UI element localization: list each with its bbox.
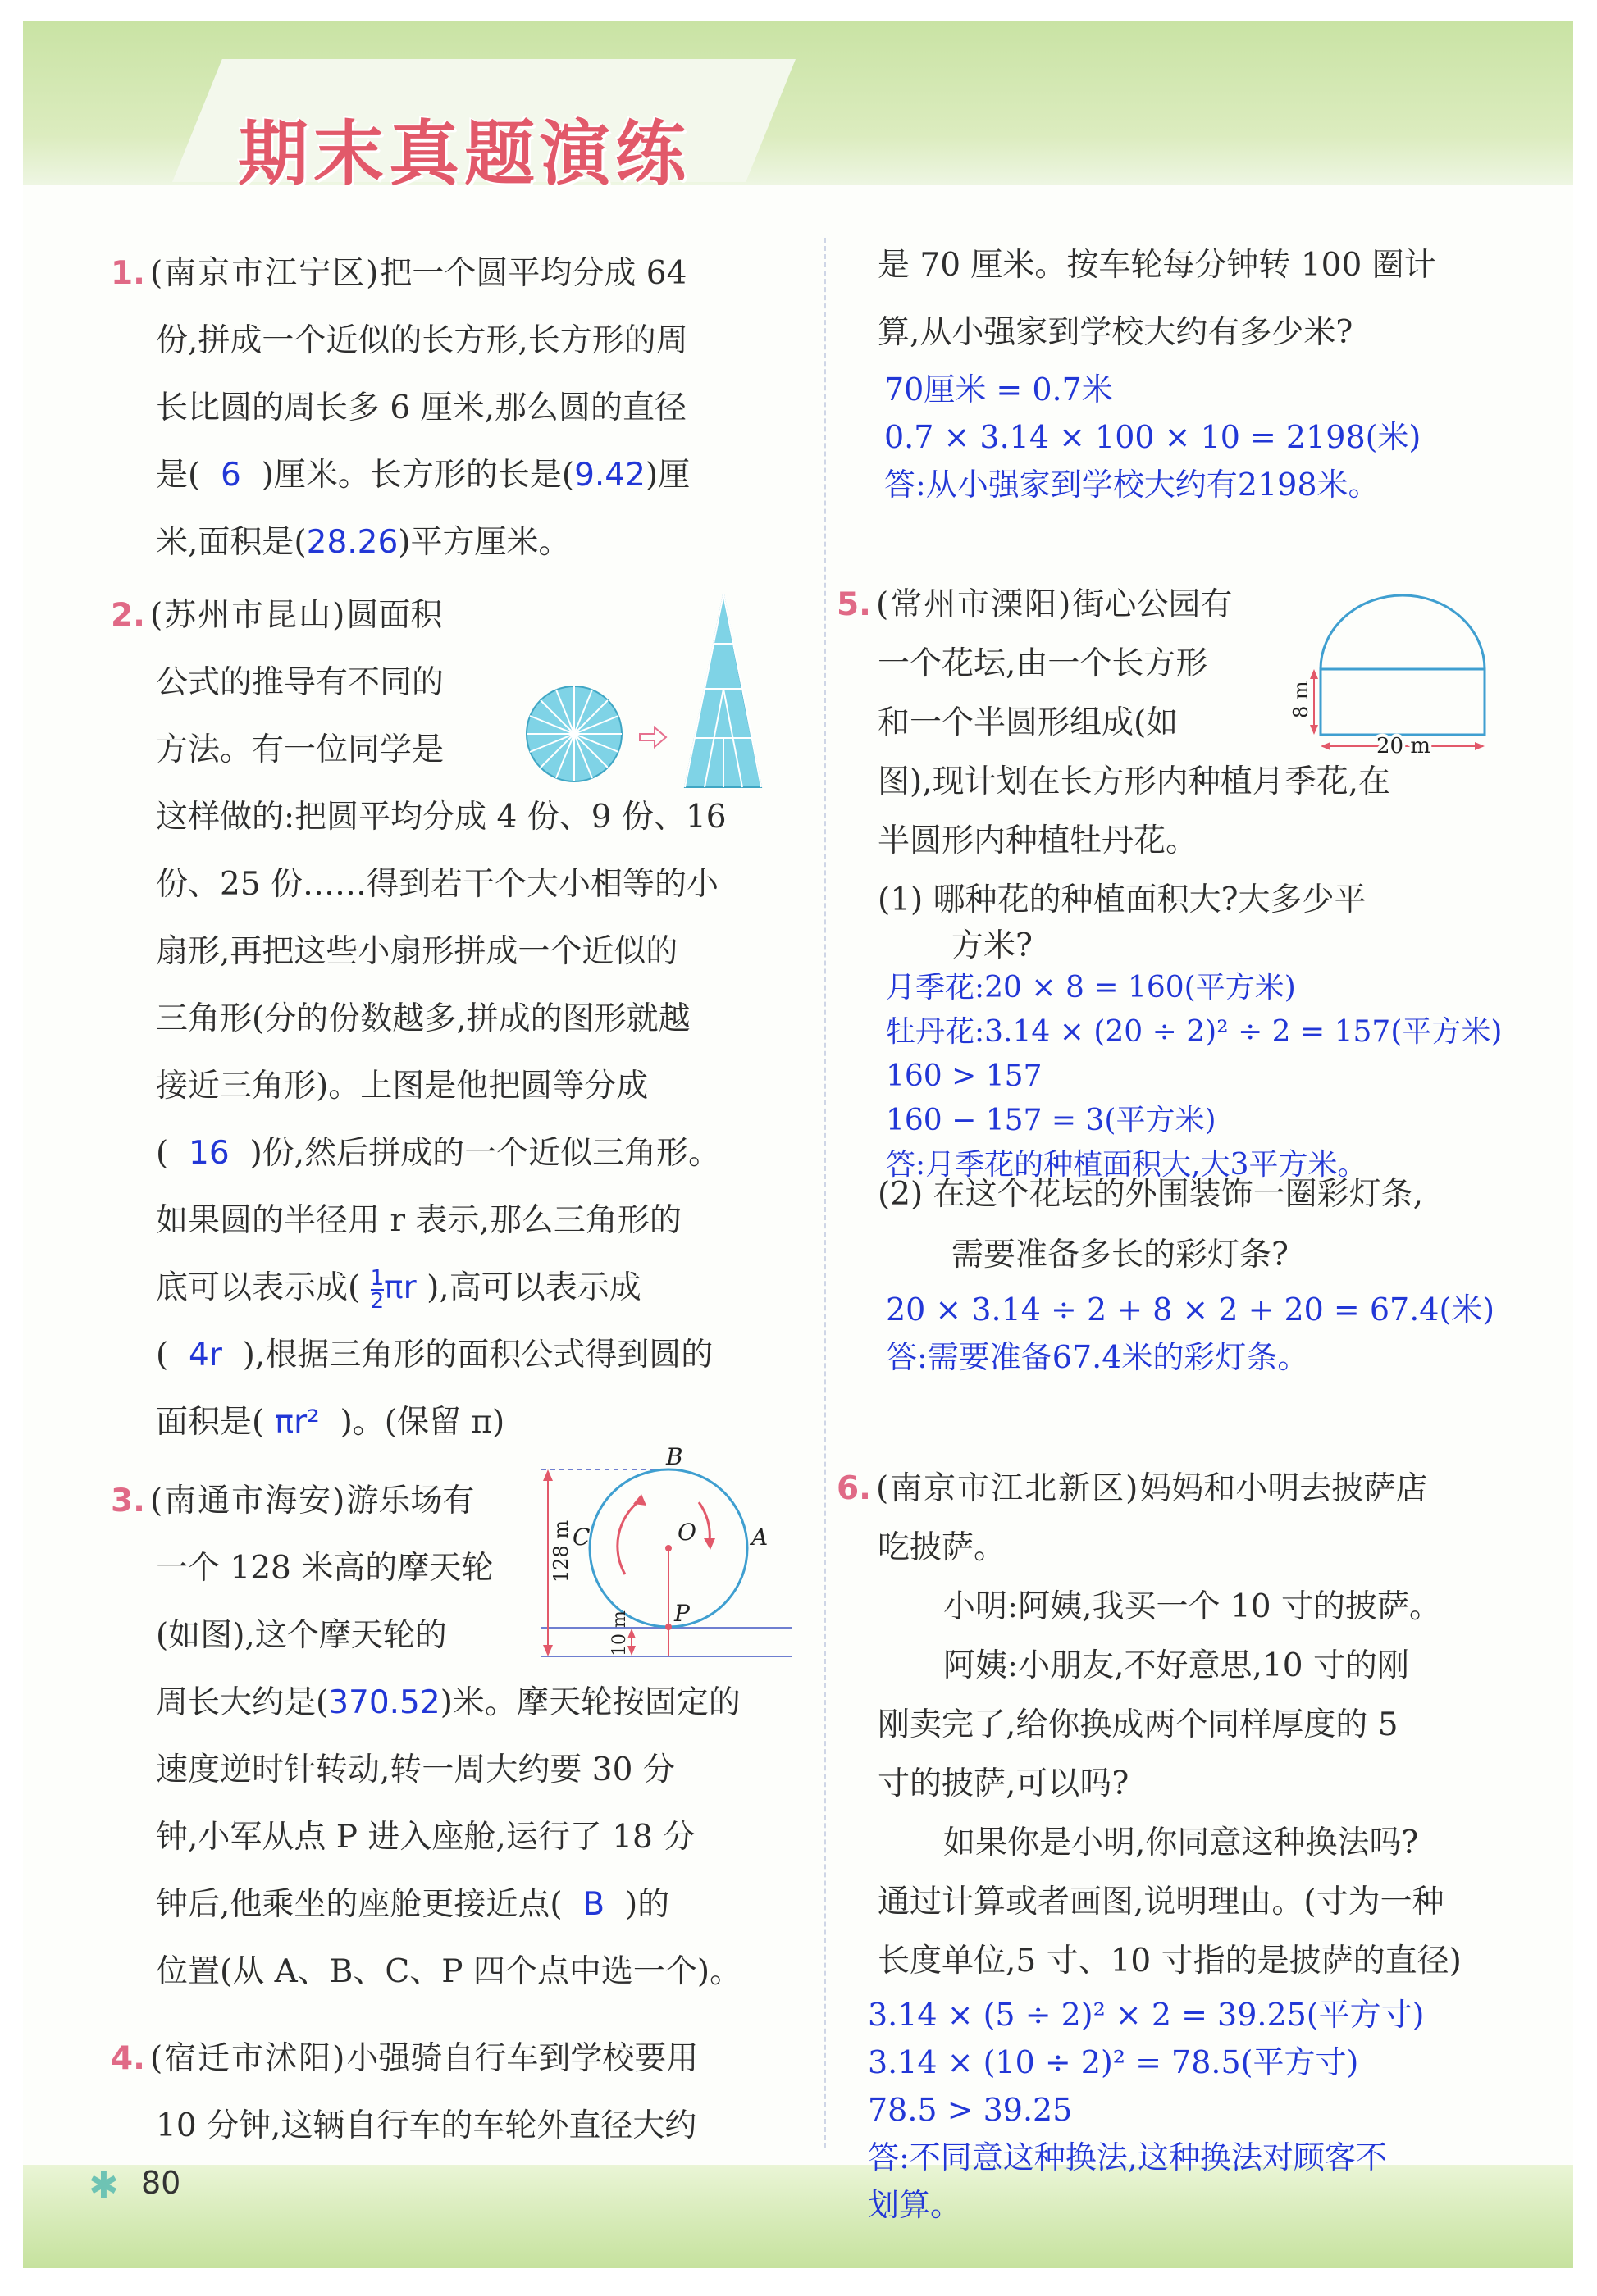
q5-solution-5: 答:月季花的种植面积大,大3平方米。: [886, 1148, 1367, 1182]
q2-line-3: 方法。有一位同学是: [156, 731, 445, 768]
q2-answer-2-denominator: 2: [370, 1288, 385, 1314]
q2-answer-2: [370, 1265, 417, 1314]
page-number: 80: [141, 2165, 181, 2201]
q3-ferris-wheel-figure: [525, 1443, 796, 1665]
q1-line-5: [111, 509, 783, 576]
q5-solution-1: 月季花:20 × 8 = 160(平方米): [886, 971, 1296, 1004]
q5-solution-part-2: [886, 1286, 1494, 1381]
question-6: [837, 1460, 1542, 1991]
q4-text-1: 小强骑自行车到学校要用: [346, 2040, 699, 2077]
q6-line-6: 寸的披萨,可以吗?: [878, 1765, 1129, 1802]
q2-answer-1: 16: [189, 1135, 230, 1172]
q3-label-a: A: [751, 1524, 769, 1551]
q4-solution-1: 70厘米 = 0.7米: [884, 371, 1113, 408]
q1-number: 1.: [111, 255, 145, 292]
q5-solution-part-1: [886, 966, 1502, 1187]
q1-line-3: 长比圆的周长多 6 厘米,那么圆的直径: [156, 390, 687, 426]
page-title: 期末真题演练: [238, 113, 691, 195]
q3-line-6: 钟,小军从点 P 进入座舱,运行了 18 分: [156, 1819, 696, 1856]
q1-text-4c: )厘: [645, 457, 691, 494]
q2-text-13b: )。(保留 π): [340, 1404, 505, 1441]
q6-solution-1: 3.14 × (5 ÷ 2)² × 2 = 39.25(平方寸): [868, 1997, 1425, 2033]
q5-label-8m: 8 m: [1289, 681, 1312, 718]
q1-line-4: [111, 442, 783, 509]
q5-part-2-line-1: (2) 在这个花坛的外围装饰一圈彩灯条,: [878, 1176, 1424, 1213]
q2-source: (苏州市昆山): [149, 597, 347, 634]
q3-answer-2: B: [582, 1886, 605, 1923]
q5-number: 5.: [837, 586, 871, 623]
q1-text-4a: 是(: [156, 457, 201, 494]
question-1: [111, 240, 783, 576]
q6-line-9: 长度单位,5 寸、10 寸指的是披萨的直径): [878, 1943, 1462, 1979]
q3-text-1: 游乐场有: [346, 1483, 475, 1519]
q3-label-10m: 10 m: [609, 1610, 630, 1656]
q3-line-4: [111, 1670, 783, 1737]
arrow-icon: [640, 727, 666, 747]
q6-text-1: 妈妈和小明去披萨店: [1139, 1470, 1428, 1507]
q5-part-2-line-2: 需要准备多长的彩灯条?: [951, 1237, 1289, 1273]
q3-text-7a: 钟后,他乘坐的座舱更接近点(: [156, 1886, 563, 1923]
q5-solution-3: 160 > 157: [886, 1059, 1043, 1093]
q2-line-6: 扇形,再把这些小扇形拼成一个近似的: [156, 933, 678, 970]
question-4: [111, 2025, 783, 2160]
q3-label-o: O: [678, 1519, 696, 1546]
q6-solution-3: 78.5 > 39.25: [868, 2092, 1073, 2128]
q6-line-3: 小明:阿姨,我买一个 10 寸的披萨。: [943, 1588, 1441, 1625]
q3-text-4a: 周长大约是(: [156, 1684, 329, 1721]
q4-line-2: 10 分钟,这辆自行车的车轮外直径大约: [156, 2107, 697, 2144]
q6-line-5: 刚卖完了,给你换成两个同样厚度的 5: [878, 1706, 1399, 1743]
q3-number: 3.: [111, 1483, 145, 1519]
q1-text-5a: 米,面积是(: [156, 524, 307, 561]
q5-line-2: 一个花坛,由一个长方形: [878, 645, 1208, 682]
q1-answer-3: 28.26: [306, 524, 399, 561]
q6-line-1: [837, 1460, 1542, 1519]
q1-line-2: 份,拼成一个近似的长方形,长方形的周: [156, 322, 688, 359]
q5-solution-6: 20 × 3.14 ÷ 2 + 8 × 2 + 20 = 67.4(米): [886, 1292, 1495, 1328]
q4-solution: [884, 366, 1421, 508]
q3-label-b: B: [666, 1443, 683, 1470]
q2-line-9: [111, 1120, 783, 1187]
q2-line-7: 三角形(分的份数越多,拼成的图形就越: [156, 1000, 691, 1037]
q2-line-4: 这样做的:把圆平均分成 4 份、9 份、16: [156, 799, 727, 836]
q4-line-3: 是 70 厘米。按车轮每分钟转 100 圈计: [878, 247, 1436, 284]
question-5-part-2: [878, 1164, 1550, 1286]
q3-text-7b: )的: [624, 1886, 670, 1923]
q5-part-1-line-1: (1) 哪种花的种植面积大?大多少平: [878, 882, 1367, 918]
q6-line-2: 吃披萨。: [878, 1529, 1006, 1566]
q3-text-4b: )米。摩天轮按固定的: [440, 1684, 741, 1721]
q3-line-8: 位置(从 A、B、C、P 四个点中选一个)。: [156, 1953, 742, 1990]
q2-text-1: 圆面积: [346, 597, 443, 634]
sector-circle: [527, 686, 622, 781]
q4-line-4: 算,从小强家到学校大约有多少米?: [878, 314, 1353, 351]
q6-source: (南京市江北新区): [875, 1470, 1140, 1507]
q2-answer-4: πr²: [274, 1404, 320, 1441]
q4-line-1: [111, 2025, 783, 2093]
q6-line-4: 阿姨:小朋友,不好意思,10 寸的刚: [943, 1647, 1409, 1684]
triangle-figure: [685, 594, 761, 787]
q3-line-5: 速度逆时针转动,转一周大约要 30 分: [156, 1752, 675, 1788]
q1-text-5b: )平方厘米。: [398, 524, 571, 561]
q6-number: 6.: [837, 1470, 871, 1507]
q6-solution: [868, 1991, 1424, 2229]
q4-solution-3: 答:从小强家到学校大约有2198米。: [884, 467, 1380, 503]
q6-line-7: 如果你是小明,你同意这种换法吗?: [943, 1824, 1419, 1861]
q6-line-8: 通过计算或者画图,说明理由。(寸为一种: [878, 1884, 1444, 1920]
q1-answer-1: 6: [221, 457, 241, 494]
q2-text-12b: ),根据三角形的面积公式得到圆的: [242, 1337, 714, 1374]
q5-part-1-line-2: 方米?: [951, 927, 1033, 964]
q2-line-11: [111, 1255, 783, 1322]
q2-text-12a: (: [156, 1337, 169, 1374]
q3-line-2: 一个 128 米高的摩天轮: [156, 1550, 494, 1587]
q5-text-1: 街心公园有: [1072, 586, 1233, 623]
q1-text-1: 把一个圆平均分成 64: [380, 255, 687, 292]
q5-label-20m: 20 m: [1376, 734, 1431, 758]
q3-label-c: C: [573, 1524, 591, 1551]
q5-line-4: 图),现计划在长方形内种植月季花,在: [878, 763, 1391, 800]
q2-line-2: 公式的推导有不同的: [156, 664, 445, 701]
q4-solution-2: 0.7 × 3.14 × 100 × 10 = 2198(米): [884, 419, 1421, 455]
q4-number: 4.: [111, 2040, 145, 2077]
q3-label-128m: 128 m: [550, 1519, 573, 1583]
q2-text-13a: 面积是(: [156, 1404, 265, 1441]
q2-text-9b: )份,然后拼成的一个近似三角形。: [249, 1135, 721, 1172]
q3-answer-1: 370.52: [328, 1684, 440, 1721]
q5-solution-2: 牡丹花:3.14 × (20 ÷ 2)² ÷ 2 = 157(平方米): [886, 1015, 1503, 1049]
q6-solution-4: 答:不同意这种换法,这种换法对顾客不: [868, 2139, 1387, 2175]
q5-source: (常州市溧阳): [875, 586, 1073, 623]
q5-line-5: 半圆形内种植牡丹花。: [878, 822, 1198, 859]
q2-line-8: 接近三角形)。上图是他把圆等分成: [156, 1068, 649, 1105]
column-divider: [824, 238, 826, 2148]
q5-solution-4: 160 − 157 = 3(平方米): [886, 1104, 1216, 1137]
q2-text-9a: (: [156, 1135, 169, 1172]
q3-source: (南通市海安): [149, 1483, 347, 1519]
q2-number: 2.: [111, 597, 145, 634]
q5-flowerbed-figure: [1280, 589, 1509, 769]
q6-solution-2: 3.14 × (10 ÷ 2)² = 78.5(平方寸): [868, 2044, 1359, 2080]
q2-answer-2-numerator: 1: [370, 1265, 385, 1291]
q2-figure: [517, 590, 787, 795]
q2-line-5: 份、25 份……得到若干个大小相等的小: [156, 866, 719, 903]
q3-line-3: (如图),这个摩天轮的: [156, 1617, 447, 1654]
q3-line-7: [111, 1871, 783, 1938]
q2-answer-3: 4r: [189, 1337, 222, 1374]
q1-text-4b: )厘米。长方形的长是(: [261, 457, 575, 494]
q6-solution-5: 划算。: [868, 2187, 962, 2223]
q3-label-p: P: [674, 1600, 690, 1627]
q2-answer-2-rest: πr: [384, 1269, 417, 1306]
q2-text-11b: ),高可以表示成: [427, 1269, 641, 1306]
q2-line-10: 如果圆的半径用 r 表示,那么三角形的: [156, 1202, 682, 1239]
q2-line-12: [111, 1322, 783, 1389]
q1-answer-2: 9.42: [574, 457, 646, 494]
q5-solution-7: 答:需要准备67.4米的彩灯条。: [886, 1339, 1309, 1375]
q1-line-1: [111, 240, 783, 308]
q1-source: (南京市江宁区): [149, 255, 381, 292]
q2-text-11a: 底可以表示成(: [156, 1269, 361, 1306]
question-4-continued: [878, 232, 1534, 367]
star-icon: ✱: [89, 2165, 119, 2207]
q4-source: (宿迁市沭阳): [149, 2040, 347, 2077]
q5-line-3: 和一个半圆形组成(如: [878, 704, 1179, 741]
